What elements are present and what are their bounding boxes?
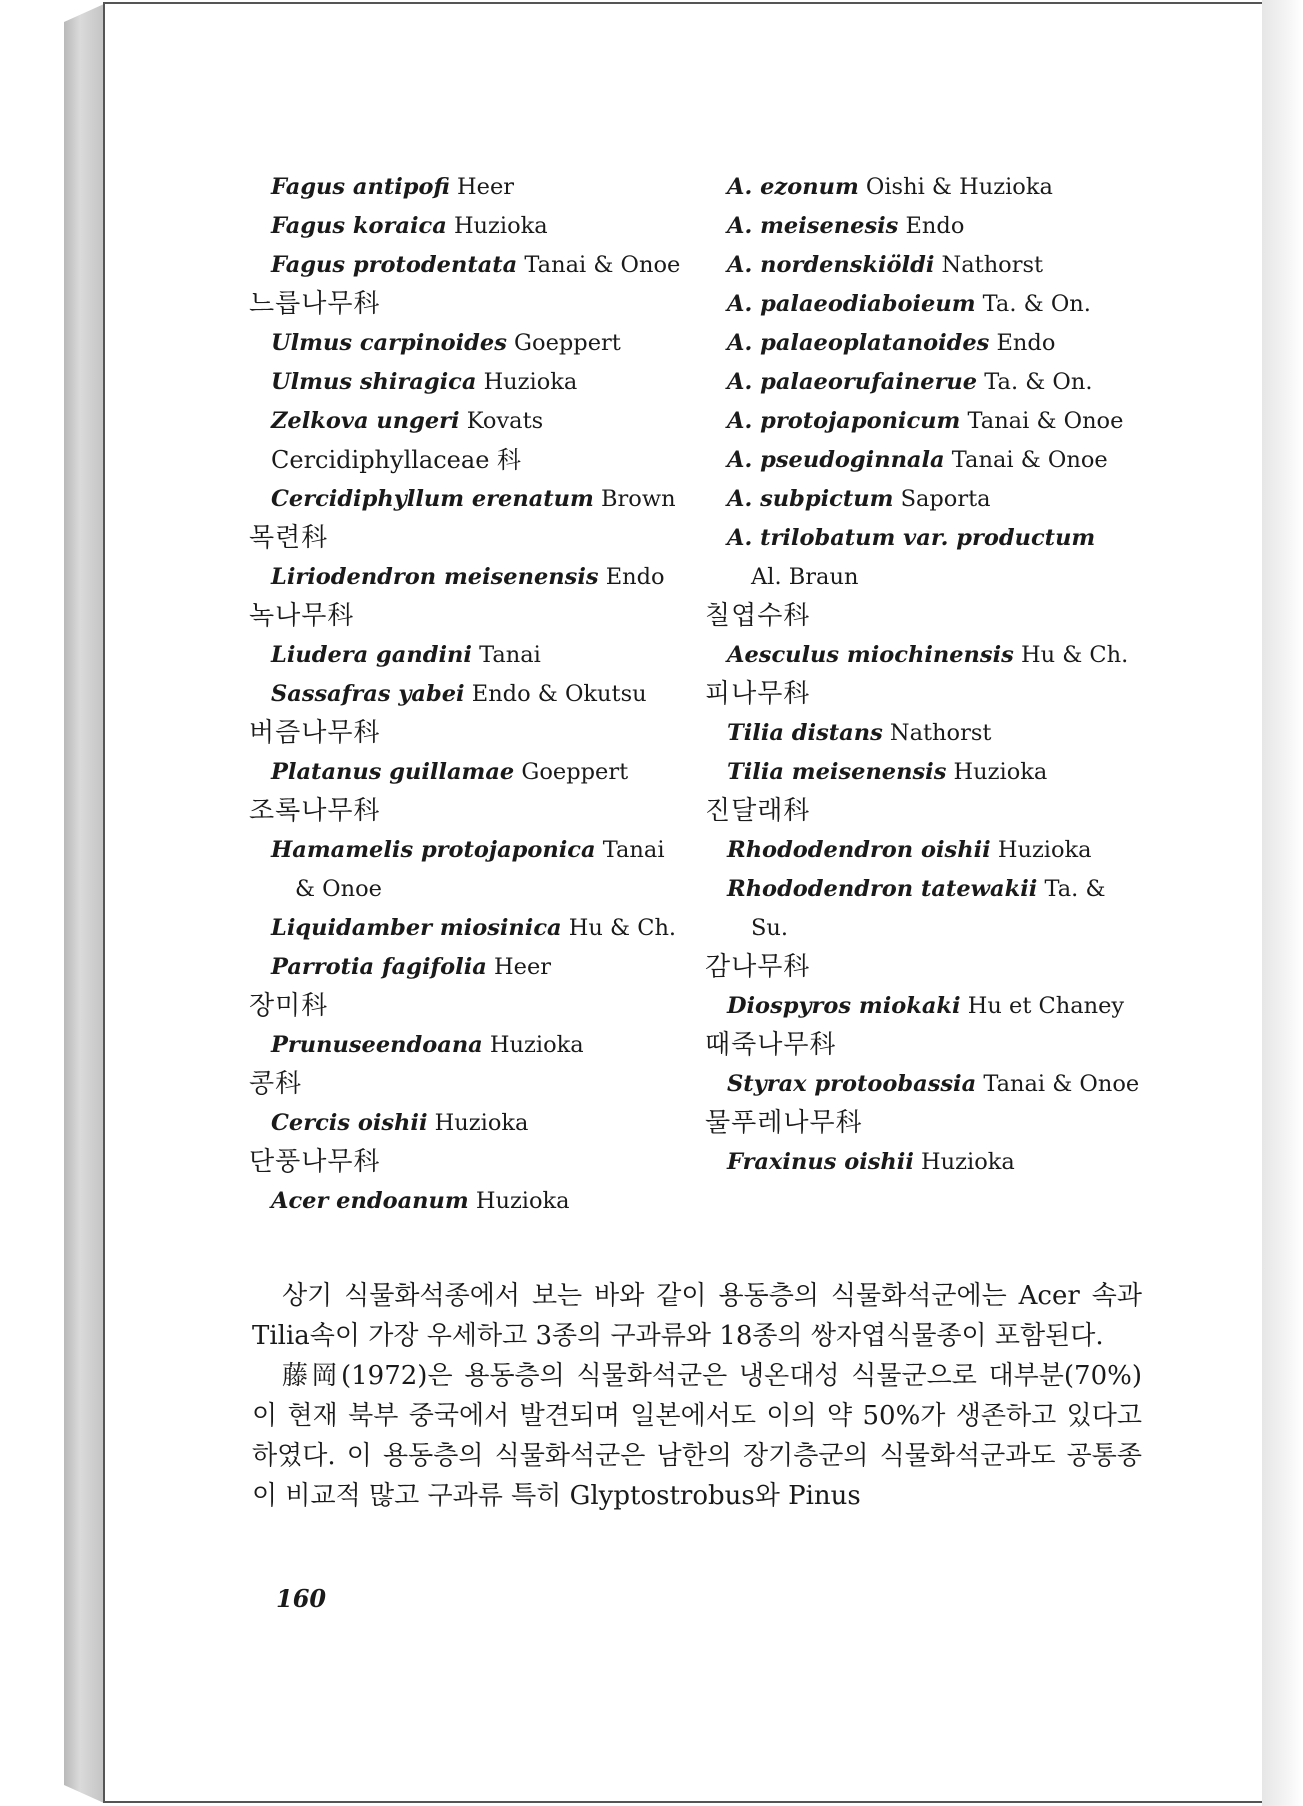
species-name: Cercis oishii [271, 1110, 428, 1136]
species-list-right [705, 168, 1147, 1182]
species-author: Heer [494, 954, 552, 980]
family-heading: 목련科 [249, 523, 329, 553]
species-author: Endo [605, 564, 665, 590]
species-entry [727, 753, 1147, 792]
species-author: Endo [996, 330, 1056, 356]
species-entry [727, 1065, 1147, 1104]
species-author: Tanai & Onoe [951, 447, 1108, 473]
page-edge-shadow [1262, 0, 1303, 1806]
species-entry [727, 363, 1147, 402]
family-heading: Cercidiphyllaceae 科 [271, 446, 522, 474]
species-author: Tanai & Onoe [967, 408, 1124, 434]
species-entry [727, 987, 1147, 1026]
species-entry [727, 636, 1147, 675]
species-entry [271, 753, 741, 792]
species-entry [727, 519, 1147, 558]
species-name: Rhododendron tatewakii [727, 876, 1038, 902]
family-heading: 때죽나무科 [705, 1030, 837, 1060]
species-name: A. trilobatum var. productum [727, 525, 1096, 551]
species-author: Heer [457, 174, 515, 200]
page-number: 160 [276, 1584, 327, 1613]
species-name: Fraxinus oishii [727, 1149, 914, 1175]
species-entry [727, 207, 1147, 246]
species-name: Rhododendron oishii [727, 837, 991, 863]
species-author: Ta. & On. [984, 369, 1093, 395]
species-entry [271, 831, 741, 870]
species-entry [727, 909, 1147, 948]
species-name: A. palaeodiaboieum [727, 291, 976, 317]
species-author: Huzioka [434, 1110, 529, 1136]
species-name: Parrotia fagifolia [271, 954, 487, 980]
species-entry [271, 402, 741, 441]
species-author: Hu et Chaney [967, 993, 1125, 1019]
species-entry [271, 324, 741, 363]
species-name: Cercidiphyllum erenatum [271, 486, 594, 512]
species-entry [271, 168, 741, 207]
species-author: Hu & Ch. [568, 915, 677, 941]
species-author: Tanai & Onoe [983, 1071, 1140, 1097]
species-entry [727, 402, 1147, 441]
species-author: Hu & Ch. [1020, 642, 1129, 668]
species-name: A. ezonum [727, 174, 859, 200]
family-heading: 장미科 [249, 991, 329, 1021]
species-entry [271, 246, 741, 285]
species-name: A. protojaponicum [727, 408, 961, 434]
species-author: Tanai [602, 837, 665, 863]
species-entry [271, 1026, 741, 1065]
species-entry [271, 480, 741, 519]
family-heading: 조록나무科 [249, 796, 381, 826]
species-author: Oishi & Huzioka [865, 174, 1053, 200]
species-entry [271, 870, 741, 909]
species-name: Fagus koraica [271, 213, 447, 239]
species-author: Kovats [466, 408, 544, 434]
species-name: Diospyros miokaki [727, 993, 961, 1019]
species-entry [727, 714, 1147, 753]
species-author: Al. Braun [751, 564, 859, 590]
species-entry [727, 324, 1147, 363]
species-author: Huzioka [921, 1149, 1015, 1175]
species-name: Zelkova ungeri [271, 408, 460, 434]
species-author: Tanai [479, 642, 541, 668]
family-heading: 피나무科 [705, 679, 811, 709]
species-name: Fagus protodentata [271, 252, 518, 278]
species-entry [727, 285, 1147, 324]
species-author: Huzioka [953, 759, 1048, 785]
species-entry [271, 558, 741, 597]
species-entry [727, 441, 1147, 480]
species-author: Huzioka [475, 1188, 570, 1214]
species-author: Huzioka [483, 369, 578, 395]
species-author: Endo & Okutsu [471, 681, 647, 707]
species-author: Ta. & [1044, 876, 1106, 902]
species-entry [727, 168, 1147, 207]
family-heading: 녹나무科 [249, 601, 355, 631]
species-name: Liquidamber miosinica [271, 915, 562, 941]
species-name: Acer endoanum [271, 1188, 469, 1214]
species-entry [271, 675, 741, 714]
family-heading: 느릅나무科 [249, 289, 381, 319]
family-heading: 진달래科 [705, 796, 811, 826]
family-heading: 단풍나무科 [249, 1147, 381, 1177]
species-name: A. meisenesis [727, 213, 899, 239]
species-author: Ta. & On. [982, 291, 1091, 317]
species-name: Tilia distans [727, 720, 883, 746]
species-entry [727, 480, 1147, 519]
species-name: Ulmus shiragica [271, 369, 477, 395]
body-text [252, 1276, 1142, 1516]
species-name: Hamamelis protojaponica [271, 837, 596, 863]
family-heading: 감나무科 [705, 952, 811, 982]
species-entry [271, 948, 741, 987]
family-heading: 콩科 [249, 1069, 303, 1099]
book-spine [64, 4, 104, 1803]
species-name: A. pseudoginnala [727, 447, 945, 473]
species-entry [271, 909, 741, 948]
paragraph: 상기 식물화석종에서 보는 바와 같이 용동층의 식물화석군에는 Acer 속과 Tilia속이 가장 우세하고 3종의 구과류와 18종의 쌍자엽식물종이 포함된다. [252, 1281, 1142, 1351]
species-author: Tanai & Onoe [524, 252, 681, 278]
species-author: Huzioka [453, 213, 548, 239]
species-entry [727, 246, 1147, 285]
family-heading: 칠엽수科 [705, 601, 811, 631]
species-name: Platanus guillamae [271, 759, 515, 785]
species-entry [271, 207, 741, 246]
species-name: A. subpictum [727, 486, 894, 512]
species-author: Endo [905, 213, 965, 239]
family-heading: 물푸레나무科 [705, 1108, 863, 1138]
species-author: & Onoe [295, 876, 382, 902]
species-entry [727, 558, 1147, 597]
species-name: Tilia meisenensis [727, 759, 947, 785]
species-author: Goeppert [521, 759, 629, 785]
species-entry [727, 831, 1147, 870]
species-name: Fagus antipofi [271, 174, 450, 200]
species-entry [271, 1182, 741, 1221]
species-entry [271, 1104, 741, 1143]
species-name: A. nordenskiöldi [727, 252, 935, 278]
species-author: Huzioka [997, 837, 1092, 863]
species-name: Styrax protoobassia [727, 1071, 977, 1097]
species-entry [271, 636, 741, 675]
species-entry [727, 870, 1147, 909]
species-entry [727, 1143, 1147, 1182]
species-name: Sassafras yabei [271, 681, 465, 707]
paragraph: 藤岡(1972)은 용동층의 식물화석군은 냉온대성 식물군으로 대부분(70%)이 현재 북부 중국에서 발견되며 일본에서도 이의 약 50%가 생존하고 있다고 하였다. 이 용동층의 식물화석군은 남한의 장기층군의 식물화석군과도 공통종이 비교적 많고 구과류 특히 Glyptostrobus와 Pinus [252, 1361, 1142, 1511]
species-entry [271, 363, 741, 402]
species-list-left [249, 168, 741, 1221]
species-name: Aesculus miochinensis [727, 642, 1014, 668]
species-author: Brown [601, 486, 676, 512]
species-author: Saporta [900, 486, 991, 512]
species-name: A. palaeorufainerue [727, 369, 978, 395]
species-author: Nathorst [941, 252, 1044, 278]
species-name: A. palaeoplatanoides [727, 330, 990, 356]
species-name: Prunuseendoana [271, 1032, 483, 1058]
species-author: Su. [751, 915, 789, 941]
species-name: Liudera gandini [271, 642, 472, 668]
species-name: Ulmus carpinoides [271, 330, 507, 356]
species-name: Liriodendron meisenensis [271, 564, 599, 590]
species-author: Goeppert [514, 330, 621, 356]
family-heading: 버즘나무科 [249, 718, 381, 748]
species-author: Nathorst [889, 720, 992, 746]
species-author: Huzioka [489, 1032, 584, 1058]
